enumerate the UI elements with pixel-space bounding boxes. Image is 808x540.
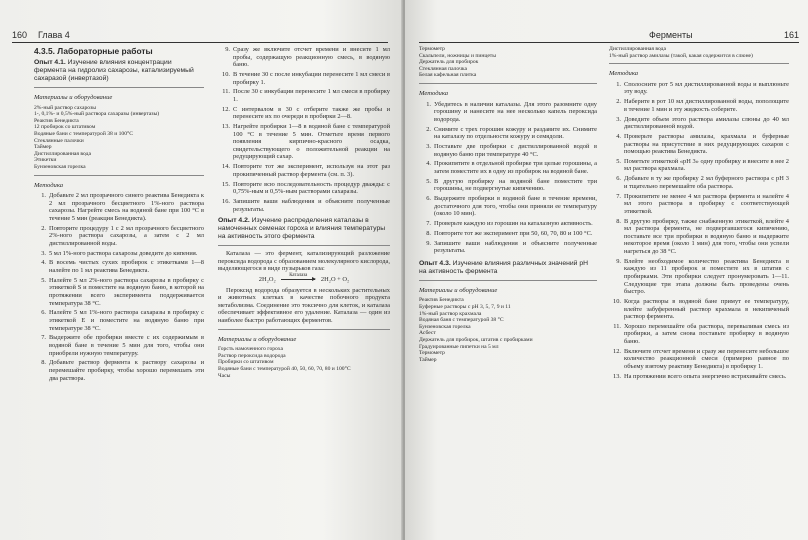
method-steps bbox=[419, 101, 597, 255]
material-item: 1%-ный раствор крахмала bbox=[419, 310, 482, 317]
step-text: Проверьте растворы амилазы, крахмала и буферные растворы на присутствие в них редуцирующих сахаров с помощью реактива Бенедикта. bbox=[624, 132, 789, 156]
method-steps bbox=[609, 81, 789, 381]
step-text: Добавьте в ту же пробирку 2 мл буферного раствора с pH 3 и тщательно перемешайте оба раствора. bbox=[624, 175, 789, 190]
step-number: 3. bbox=[426, 142, 431, 150]
step-text: Повторите всю последовательность процедур дважды: с 0,75%-ным и 0,5%-ным растворами сахаразы. bbox=[233, 180, 390, 196]
method-heading: Методика bbox=[34, 181, 64, 189]
step-number: 5. bbox=[426, 177, 431, 185]
material-item: Дистиллированная вода bbox=[34, 150, 91, 157]
materials-list-continued bbox=[609, 46, 789, 59]
step-number: 4. bbox=[41, 259, 46, 267]
method-step bbox=[419, 143, 597, 158]
step-text: Проверьте каждую из горошин на каталазную активность. bbox=[434, 220, 593, 227]
material-item: 1-, 0,1%- и 0,5%-ный раствора сахаразы (инвертазы) bbox=[34, 111, 160, 118]
method-step bbox=[609, 323, 789, 346]
section-title: 4.3.5. Лабораторные работы bbox=[34, 46, 153, 56]
step-text: С интервалом в 30 с отберите также же пробы и перенесите их по очереди в пробирки 2—8. bbox=[233, 105, 390, 121]
method-step bbox=[34, 334, 204, 357]
step-text: В течение 30 с после инкубации перенесите 1 мл смеси в пробирку 1. bbox=[233, 70, 390, 86]
method-step bbox=[609, 98, 789, 113]
step-text: Повторите процедуру 1 с 2 мл прозрачного бесцветного 2%-ного раствора сахарозы, а затем с 2 мл дистиллированной воды. bbox=[49, 224, 204, 247]
method-step bbox=[419, 160, 597, 175]
materials-heading: Материалы и оборудование bbox=[419, 286, 498, 294]
material-item: Бунзеновская горелка bbox=[34, 163, 86, 170]
method-step bbox=[609, 218, 789, 256]
method-step bbox=[34, 309, 204, 332]
method-step bbox=[419, 101, 597, 124]
method-step bbox=[419, 126, 597, 141]
method-step bbox=[419, 230, 597, 238]
step-number: 7. bbox=[41, 334, 46, 342]
method-step bbox=[609, 158, 789, 173]
method-step bbox=[609, 116, 789, 131]
step-text: Убедитесь в наличии каталазы. Для этого разомните одну горошину и нанесите на нее несколько капель пероксида водорода. bbox=[434, 100, 597, 123]
step-text: Налейте 5 мл 1%-ного раствора сахаразы в пробирку с этикеткой Е и поместите на водяную баню при температуре 38 °С. bbox=[49, 309, 204, 332]
right-column-2 bbox=[609, 46, 789, 383]
method-steps-continued bbox=[218, 46, 390, 213]
equation-reactant: 2H₂O₂ bbox=[258, 275, 276, 283]
step-number: 2. bbox=[426, 125, 431, 133]
step-number: 7. bbox=[426, 220, 431, 227]
header-rule bbox=[419, 42, 799, 43]
step-number: 9. bbox=[616, 257, 621, 265]
materials-list-continued bbox=[419, 46, 597, 79]
step-text: Когда растворы в водяной бане примут ее температуру, влейте забуференный раствор крахмала в некипяченый раствор фермента. bbox=[624, 297, 789, 321]
divider bbox=[34, 175, 204, 176]
material-item: Асбест bbox=[419, 330, 436, 337]
step-number: 12. bbox=[613, 347, 621, 355]
method-step bbox=[218, 198, 390, 213]
divider bbox=[218, 245, 390, 246]
step-number: 11. bbox=[613, 322, 621, 330]
divider bbox=[218, 329, 390, 330]
material-item: Дистиллированная вода bbox=[609, 46, 666, 52]
step-text: Повторите тот же эксперимент при 50, 60, 70, 80 и 100 °С. bbox=[434, 229, 593, 237]
material-item: Таймер bbox=[34, 144, 52, 151]
divider bbox=[419, 83, 597, 84]
step-number: 10. bbox=[613, 297, 621, 305]
material-item: Таймер bbox=[419, 356, 437, 363]
material-item: Водяные бани с температурой 38 и 100°С bbox=[34, 130, 133, 137]
method-step bbox=[419, 220, 597, 228]
method-step bbox=[609, 133, 789, 156]
step-number: 9. bbox=[426, 239, 431, 247]
material-item: Термометр bbox=[419, 46, 445, 52]
experiment-1-title: Изучение влияния концентрации фермента на гидролиз сахарозы, катализируемый сахаразой (инвертазой) bbox=[34, 59, 194, 82]
material-item: Раствор пероксида водорода bbox=[218, 352, 286, 359]
method-step bbox=[34, 259, 204, 274]
step-text: Сполосните рот 5 мл дистиллированной воды и выплюньте эту воду. bbox=[624, 80, 789, 96]
method-step bbox=[34, 192, 204, 222]
materials-list bbox=[419, 297, 597, 363]
step-number: 12. bbox=[222, 105, 230, 113]
right-page bbox=[405, 0, 808, 540]
material-item: Реактив Бенедикта bbox=[34, 117, 79, 124]
material-item: Градуированные пипетки на 5 мл bbox=[419, 343, 499, 350]
material-item: Горсть намоченного гороха bbox=[218, 346, 283, 353]
material-item: Бунзеновская горелка bbox=[419, 323, 471, 330]
step-text: Прокипятите не менее 4 мл раствора фермента и налейте 4 мл этого раствора в пробирку с соответствующей этикеткой. bbox=[624, 192, 789, 215]
material-item: 1%-ный раствор амилазы (такой, какая содержится в слюне) bbox=[609, 52, 753, 59]
step-number: 16. bbox=[222, 198, 230, 205]
method-step bbox=[609, 258, 789, 296]
material-item: Держатель для пробирок, штатив с пробирками bbox=[419, 336, 533, 343]
step-text: 5 мл 1%-ного раствора сахарозы доведите до кипения. bbox=[49, 249, 198, 257]
material-item: Стеклянная палочка bbox=[419, 65, 468, 72]
step-number: 2. bbox=[41, 224, 46, 232]
right-page-number: 161 bbox=[783, 30, 799, 40]
material-item: Водяная баня с температурой 38 °С bbox=[419, 317, 504, 324]
step-number: 9. bbox=[225, 46, 230, 53]
method-steps bbox=[34, 192, 204, 382]
right-column-1 bbox=[419, 46, 597, 363]
material-item: Водяные бани с температурой 40, 50, 60, 70, 80 и 100°С bbox=[218, 365, 351, 372]
materials-heading: Материалы и оборудование bbox=[34, 94, 113, 101]
left-page bbox=[0, 0, 403, 540]
material-item: Пробирки со штативом bbox=[218, 359, 274, 366]
experiment-2-label: Опыт 4.2. bbox=[218, 217, 250, 225]
step-text: В другую пробирку на водяной бане поместите три горошины, не подвергнутые кипячению. bbox=[434, 177, 597, 193]
materials-heading: Материалы и оборудование bbox=[218, 335, 297, 343]
catalase-equation bbox=[218, 273, 390, 284]
step-number: 8. bbox=[426, 229, 431, 237]
method-step bbox=[218, 46, 390, 69]
method-step bbox=[609, 373, 789, 381]
materials-list bbox=[34, 105, 204, 171]
method-step bbox=[218, 163, 390, 178]
step-text: Добавьте 2 мл прозрачного синего реактива Бенедикта к 2 мл прозрачного бесцветного 1%-ного раствора сахарозы. Нагрейте смесь на водяной бане при 100 °С в течение 5 мин (реакция Бенедикта). bbox=[49, 192, 204, 222]
step-number: 5. bbox=[616, 157, 621, 165]
step-text: Выдержите обе пробирки вместе с их содержимым в водяной бане в течение 5 мин для того, чтобы они приобрели нужную температуру. bbox=[49, 334, 204, 357]
step-text: Прокипятите в отдельной пробирке три целые горошины, а затем поместите их в одну из пробирок на водяной бане. bbox=[434, 160, 597, 175]
header-rule bbox=[12, 42, 388, 43]
reaction-arrow bbox=[281, 273, 315, 280]
step-text: Поставьте две пробирки с дистиллированной водой в водяную баню при температуре 40 °С. bbox=[434, 142, 597, 158]
method-step bbox=[34, 277, 204, 307]
material-item: Реактив Бенедикта bbox=[419, 297, 464, 304]
divider bbox=[34, 87, 204, 88]
method-step bbox=[218, 181, 390, 196]
paragraph: Каталаза — это фермент, катализирующий разложение пероксида водорода с образованием молекулярного кислорода, выделяющегося в виде пузырьков газа: bbox=[218, 250, 390, 273]
right-running-header bbox=[419, 30, 799, 42]
step-text: Пометьте этикеткой «pH 3» одну пробирку и внесите в нее 2 мл раствора крахмала. bbox=[624, 157, 789, 173]
method-step bbox=[218, 88, 390, 103]
left-running-header bbox=[12, 30, 388, 42]
arrow-label: Каталаза bbox=[289, 273, 308, 278]
step-text: Запишите ваши наблюдения и объясните полученные результаты. bbox=[233, 198, 390, 213]
method-step bbox=[419, 240, 597, 255]
step-number: 13. bbox=[613, 372, 621, 380]
step-text: Наберите в рот 10 мл дистиллированной воды, пополощите в течение 1 мин и эту жидкость соберите. bbox=[624, 98, 789, 113]
step-text: Хорошо перемешайте оба раствора, перевыливая смесь из пробирки, а затем снова поставьте пробирку в водяную баню. bbox=[624, 322, 789, 346]
left-page-number: 160 bbox=[12, 30, 28, 40]
material-item: 2%-ный раствор сахарозы bbox=[34, 104, 97, 111]
step-number: 3. bbox=[41, 249, 46, 257]
step-text: Сразу же включите отсчет времени и внесите 1 мл пробы, содержащую реакционную смесь, в водяную баню. bbox=[233, 46, 390, 69]
divider bbox=[419, 280, 597, 281]
step-text: Влейте необходимое количество реактива Бенедикта в каждую из 11 пробирок и поместите их в штатив с пробирками. Эти пробирки следует пронумеровать 1—11. Следующие три этапа должны быть проведены очень быстро. bbox=[624, 257, 789, 296]
method-step bbox=[34, 225, 204, 248]
left-column-1 bbox=[34, 46, 204, 384]
method-step bbox=[218, 71, 390, 86]
method-heading: Методика bbox=[419, 89, 449, 97]
step-number: 4. bbox=[616, 132, 621, 140]
experiment-3-title: Изучение влияния различных значений pH на активность фермента bbox=[419, 259, 589, 275]
experiment-3-heading bbox=[419, 260, 597, 276]
material-item: Часы bbox=[218, 372, 231, 379]
step-text: После 30 с инкубации перенесите 1 мл смеси в пробирку 1. bbox=[233, 88, 390, 103]
step-number: 14. bbox=[222, 163, 230, 171]
material-item: Термометр bbox=[419, 350, 445, 357]
step-text: Налейте 5 мл 2%-ного раствора сахарозы в пробирку с этикеткой S и поместите на водяную баню, в которой на протяжении всего эксперимента поддерживается температура 38 °С. bbox=[49, 276, 204, 307]
experiment-3-label: Опыт 4.3. bbox=[419, 259, 451, 267]
material-item: Скальпели, ножницы и пинцеты bbox=[419, 52, 497, 59]
step-number: 8. bbox=[41, 359, 46, 367]
step-text: Снимите с трех горошин кожуру и раздавите их. Снимите на каталазу по отдельности кожуру и семядоли. bbox=[434, 125, 597, 141]
step-number: 13. bbox=[222, 123, 230, 131]
step-text: Доведите объем этого раствора амилазы слюны до 40 мл дистиллированной водой. bbox=[624, 115, 789, 131]
experiment-1-heading bbox=[34, 59, 204, 83]
step-text: В восемь чистых сухих пробирок с этикетками 1—8 налейте по 1 мл реактива Бенедикта. bbox=[49, 259, 204, 275]
material-item: Этикетки bbox=[34, 157, 57, 164]
method-step bbox=[609, 298, 789, 321]
step-number: 10. bbox=[222, 70, 230, 78]
step-number: 7. bbox=[616, 192, 621, 200]
method-step bbox=[34, 359, 204, 382]
step-number: 4. bbox=[426, 160, 431, 168]
material-item: Белая кафельная плитка bbox=[419, 72, 477, 79]
method-step bbox=[609, 81, 789, 96]
step-number: 2. bbox=[616, 98, 621, 106]
material-item: 12 пробирок со штативом bbox=[34, 124, 96, 131]
step-number: 6. bbox=[41, 309, 46, 317]
step-text: Запишите ваши наблюдения и объясните полученные результаты. bbox=[434, 239, 597, 255]
step-number: 5. bbox=[41, 276, 46, 284]
step-text: Нагрейте пробирки 1—8 в водяной бане с температурой 100 °С в течение 5 мин. Отметьте время первого появления кирпично-красного осадка, свидетельствующего о положительной реакции на редуцирующий сахар. bbox=[233, 123, 390, 161]
material-item: Держатель для пробирок bbox=[419, 59, 479, 66]
method-step bbox=[419, 178, 597, 193]
step-number: 6. bbox=[426, 195, 431, 203]
step-number: 1. bbox=[41, 192, 46, 200]
equation-products: 2H₂O + O₂ bbox=[320, 275, 350, 283]
step-text: На протяжении всего опыта энергично встряхивайте смесь. bbox=[624, 372, 787, 380]
step-text: Добавьте раствор фермента к раствору сахарозы и перемешайте пробирку, чтобы хорошо перемешать эти два раствора. bbox=[49, 359, 204, 382]
method-step bbox=[419, 195, 597, 218]
method-step bbox=[218, 123, 390, 161]
experiment-2-heading bbox=[218, 217, 390, 241]
step-number: 1. bbox=[616, 80, 621, 88]
method-step bbox=[609, 193, 789, 216]
materials-list bbox=[218, 346, 390, 379]
divider bbox=[609, 63, 789, 64]
method-step bbox=[218, 106, 390, 121]
step-number: 11. bbox=[222, 88, 230, 96]
experiment-2-title: Изучение распределения каталазы в намоченных семенах гороха и влияния температуры на активность этого фермента bbox=[218, 217, 386, 241]
step-number: 1. bbox=[426, 100, 431, 108]
material-item: Стеклянные палочки bbox=[34, 137, 84, 144]
paragraph: Пероксид водорода образуется в нескольких растительных и животных клетках в качестве побочного продукта метаболизма. Соединение это токсично для клеток, и каталаза обеспечивает эффективное его удаление. Каталаза — один из наиболее быстро работающих ферментов. bbox=[218, 286, 390, 324]
method-heading: Методика bbox=[609, 70, 639, 78]
left-column-2 bbox=[218, 46, 390, 379]
step-text: Повторите тот же эксперимент, используя на этот раз прокипяченный раствор фермента (см. п. 3). bbox=[233, 163, 390, 178]
method-step bbox=[34, 250, 204, 258]
method-step bbox=[609, 175, 789, 190]
step-number: 6. bbox=[616, 175, 621, 183]
step-text: Выдержите пробирки в водяной бане в течение времени, достаточного для того, чтобы они приняли ее температуру (около 10 мин). bbox=[434, 195, 597, 218]
experiment-1-label: Опыт 4.1. bbox=[34, 59, 66, 66]
step-text: Включите отсчет времени и сразу же перенесите небольшое количество реакционной смеси (примерно равное по объему взятому реактиву Бенедикта) в пробирку 1. bbox=[624, 347, 789, 371]
method-step bbox=[609, 348, 789, 371]
step-number: 8. bbox=[616, 217, 621, 225]
step-text: В другую пробирку, также снабженную этикеткой, влейте 4 мл раствора фермента, не подвергавшегося кипячению, поставьте все три пробирки в водяную баню и выдержите некоторое время (около 1 мин) для того, чтобы они успели нагреться до 38 °С. bbox=[624, 217, 789, 255]
material-item: Буферные растворы с pH 3, 5, 7, 9 и 11 bbox=[419, 303, 511, 310]
step-number: 3. bbox=[616, 115, 621, 123]
step-number: 15. bbox=[222, 180, 230, 188]
left-chapter: Глава 4 bbox=[38, 30, 70, 40]
right-running-head: Ферменты bbox=[649, 30, 693, 40]
